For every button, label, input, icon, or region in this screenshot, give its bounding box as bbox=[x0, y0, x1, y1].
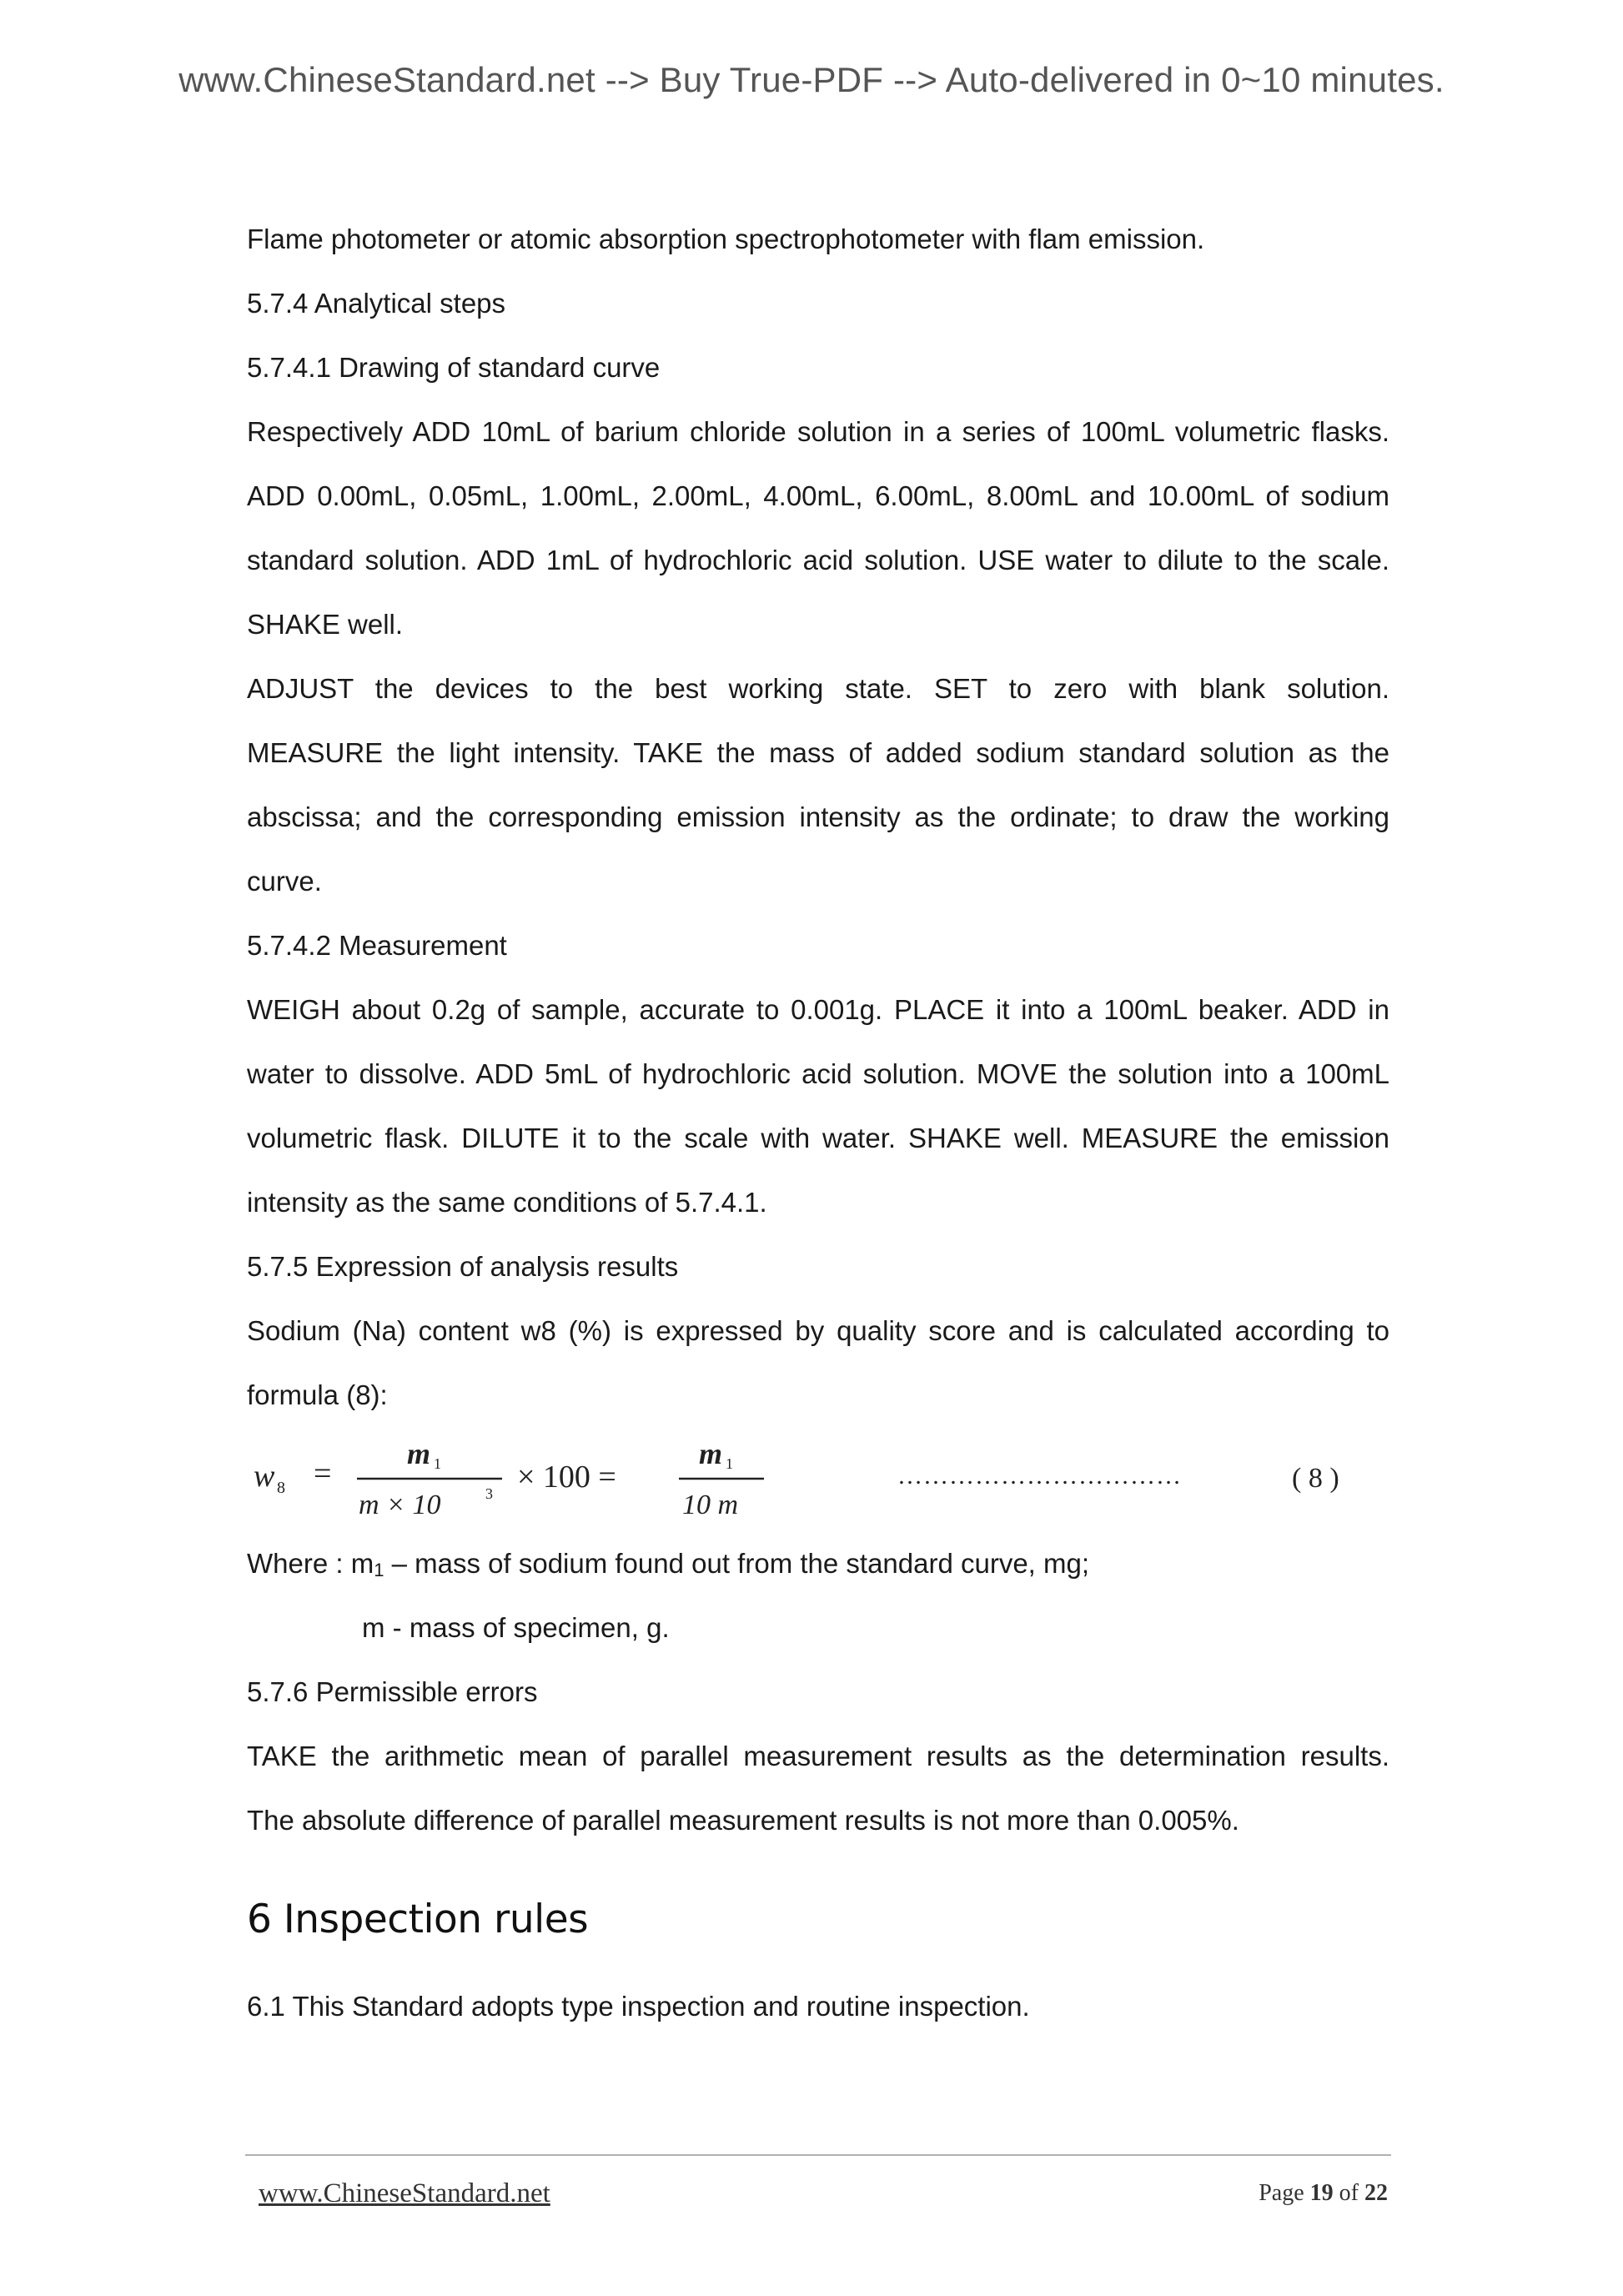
formula-numerator-1-sub: 1 bbox=[434, 1455, 441, 1472]
top-banner: www.ChineseStandard.net --> Buy True-PDF --> Auto-delivered in 0~10 minutes. bbox=[178, 60, 1445, 99]
measure-paragraph-line-2: water to dissolve. ADD 5mL of hydrochloric acid solution. MOVE the solution into a 100mL bbox=[247, 1058, 1389, 1089]
where-m1-description: – mass of sodium found out from the standard curve, mg; bbox=[384, 1548, 1090, 1579]
curve-paragraph-line-4: SHAKE well. bbox=[247, 609, 404, 640]
formula-times-100: × 100 = bbox=[517, 1459, 616, 1495]
adjust-paragraph-line-1: ADJUST the devices to the best working state. SET to zero with blank solution. bbox=[247, 673, 1389, 704]
where-m1-sub: 1 bbox=[374, 1560, 384, 1580]
formula-numerator-2-sub: 1 bbox=[726, 1455, 733, 1472]
formula-denominator-2: 10 m bbox=[682, 1490, 739, 1520]
page-label: Page bbox=[1259, 2180, 1304, 2206]
formula-8 bbox=[247, 1427, 1389, 1531]
formula-numerator-2: m bbox=[699, 1437, 723, 1470]
curve-paragraph-line-3: standard solution. ADD 1mL of hydrochloric acid solution. USE water to dilute to the scale. bbox=[247, 545, 1389, 575]
errors-paragraph-line-2: The absolute difference of parallel measurement results is not more than 0.005%. bbox=[247, 1805, 1239, 1836]
formula-leader-dots: …………………………… bbox=[897, 1462, 1182, 1490]
page-of-label: of bbox=[1339, 2180, 1359, 2206]
section-5-7-5-heading: 5.7.5 Expression of analysis results bbox=[247, 1251, 679, 1282]
formula-equals: = bbox=[314, 1456, 332, 1491]
expression-paragraph-line-1: Sodium (Na) content w8 (%) is expressed by quality score and is calculated according to bbox=[247, 1315, 1389, 1346]
measure-paragraph-line-4: intensity as the same conditions of 5.7.4.1. bbox=[247, 1187, 767, 1218]
formula-number: ( 8 ) bbox=[1292, 1463, 1339, 1494]
page-total: 22 bbox=[1364, 2180, 1388, 2206]
section-5-7-4-1-heading: 5.7.4.1 Drawing of standard curve bbox=[247, 352, 661, 383]
section-5-7-4-2-heading: 5.7.4.2 Measurement bbox=[247, 930, 507, 961]
formula-numerator-1: m bbox=[407, 1437, 431, 1470]
section-6-1-paragraph: 6.1 This Standard adopts type inspection and routine inspection. bbox=[247, 1991, 1030, 2022]
adjust-paragraph-line-4: curve. bbox=[247, 866, 322, 897]
instrument-paragraph: Flame photometer or atomic absorption spectrophotometer with flam emission. bbox=[247, 224, 1205, 254]
errors-paragraph-line-1: TAKE the arithmetic mean of parallel measurement results as the determination results. bbox=[247, 1741, 1389, 1771]
adjust-paragraph-line-2: MEASURE the light intensity. TAKE the mass of added sodium standard solution as the bbox=[247, 737, 1389, 768]
formula-denominator-1: m × 10 bbox=[359, 1490, 441, 1520]
adjust-paragraph-line-3: abscissa; and the corresponding emission intensity as the ordinate; to draw the working bbox=[247, 801, 1389, 832]
formula-lhs-sub: 8 bbox=[277, 1479, 285, 1497]
footer-divider bbox=[245, 2154, 1391, 2156]
page-current: 19 bbox=[1309, 2180, 1334, 2206]
footer-site-link[interactable]: www.ChineseStandard.net bbox=[259, 2178, 550, 2208]
measure-paragraph-line-3: volumetric flask. DILUTE it to the scale with water. SHAKE well. MEASURE the emission bbox=[247, 1123, 1389, 1153]
page-content bbox=[247, 207, 1389, 2038]
measure-paragraph-line-1: WEIGH about 0.2g of sample, accurate to 0.001g. PLACE it into a 100mL beaker. ADD in bbox=[247, 994, 1389, 1025]
where-prefix: Where : m bbox=[247, 1548, 374, 1579]
formula-denominator-1-sup: 3 bbox=[485, 1485, 493, 1502]
where-m1-line bbox=[247, 1531, 1389, 1595]
formula-lhs: w bbox=[254, 1459, 275, 1494]
section-5-7-4-heading: 5.7.4 Analytical steps bbox=[247, 288, 506, 319]
expression-paragraph-line-2: formula (8): bbox=[247, 1379, 388, 1410]
curve-paragraph-line-2: ADD 0.00mL, 0.05mL, 1.00mL, 2.00mL, 4.00mL, 6.00mL, 8.00mL and 10.00mL of sodium bbox=[247, 480, 1389, 511]
page-number bbox=[1259, 2180, 1388, 2207]
section-5-7-6-heading: 5.7.6 Permissible errors bbox=[247, 1676, 538, 1707]
where-m-line: m - mass of specimen, g. bbox=[362, 1612, 670, 1643]
curve-paragraph-line-1: Respectively ADD 10mL of barium chloride solution in a series of 100mL volumetric flasks. bbox=[247, 416, 1389, 447]
section-6-heading: 6 Inspection rules bbox=[247, 1897, 589, 1942]
